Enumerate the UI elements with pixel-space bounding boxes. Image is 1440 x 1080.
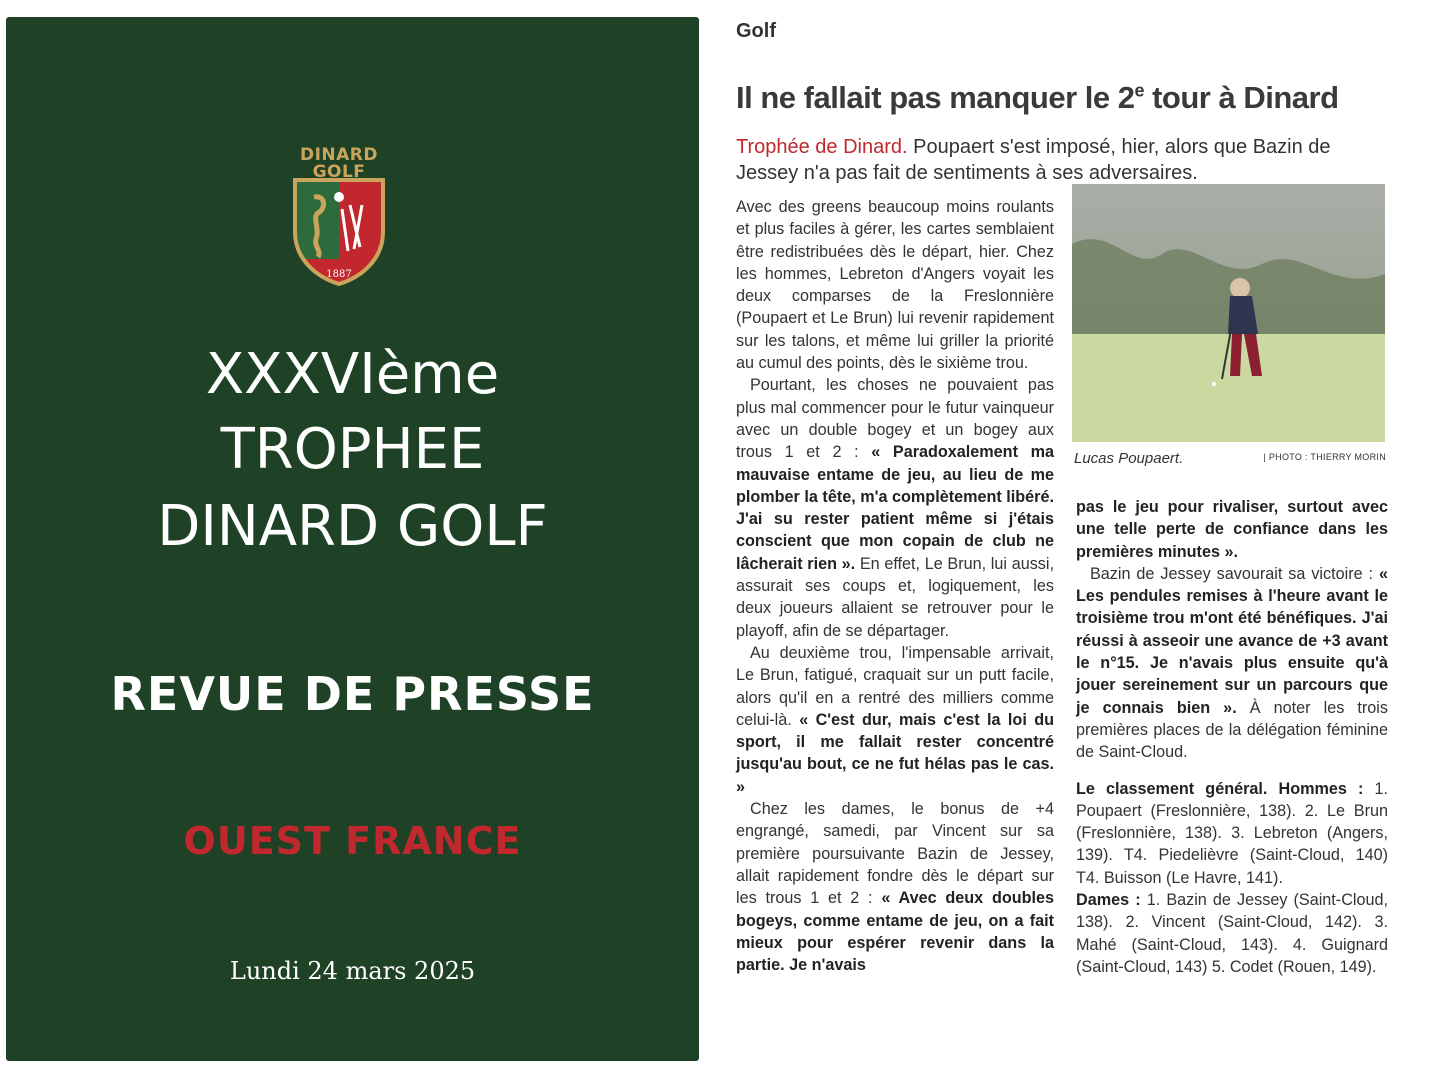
shield-icon — [292, 177, 386, 287]
title-line-3: DINARD GOLF — [157, 494, 548, 559]
photo-caption: Lucas Poupaert. | PHOTO : THIERRY MORIN — [1074, 450, 1386, 467]
article-column-2 — [1076, 496, 1388, 978]
quote: pas le jeu pour rivaliser, surtout avec une telle perte de confiance dans les premières minutes ». — [1076, 498, 1388, 561]
press-review-title: REVUE DE PRESSE — [110, 667, 595, 721]
golfer-photo — [1072, 184, 1385, 442]
quote: « Les pendules remises à l'heure avant le troisième trou m'ont été bénéfiques. J'ai réussi à asseoir une avance de +3 avant le n°15. Je n'avais plus ensuite qu'à jouer sereinement sur un parcours que je connais bien ». — [1076, 564, 1388, 717]
paragraph: Au deuxième trou, l'impensable arrivait, Le Brun, fatigué, craquait sur un putt facile, alors qu'il en a rentré des milliers comme celui-là. « C'est dur, mais c'est la loi du sport, il me fallait rester concentré jusqu'au bout, ce ne fut hélas pas le cas. » — [736, 643, 1055, 796]
headline-post: tour à Dinard — [1144, 80, 1339, 115]
section-label: Golf — [736, 20, 776, 42]
source-name: OUEST FRANCE — [183, 819, 522, 863]
quote: « Avec deux doubles bogeys, comme entame de jeu, on a fait mieux pour espérer revenir dans la partie. Je n'avais — [736, 889, 1055, 975]
results-men: Le classement général. Hommes : 1. Poupaert (Freslonnière, 138). 2. Le Brun (Freslonnière, 138). 3. Lebreton (Angers, 139). T4. Piedelièvre (Saint-Cloud, 140) T4. Buisson (Le Havre, 141). — [1076, 779, 1389, 887]
quote: « C'est dur, mais c'est la loi du sport, il me fallait rester concentré jusqu'au bout, ce ne fut hélas pas le cas. » — [736, 710, 1055, 796]
golfer-putting-image — [1072, 184, 1385, 442]
logo-line1: DINARD — [299, 145, 379, 165]
logo-year: 1887 — [326, 269, 352, 280]
paragraph: Pourtant, les choses ne pouvaient pas plus mal commencer pour le futur vainqueur avec un double bogey et un bogey aux trous 1 et 2 : « Paradoxalement ma mauvaise entame de jeu, au lieu de me plomber la tête, m'a complètement libéré. J'ai su rester patient même si j'étais conscient que mon copain de club ne lâcherait rien ». En effet, Le Brun, lui aussi, assurait ses coups et, logiquement, les deux joueurs allaient se retrouver pour le playoff, afin de se départager. — [736, 376, 1055, 640]
headline-pre: Il ne fallait pas manquer le 2 — [736, 80, 1135, 115]
lede-kicker: Trophée de Dinard. — [736, 136, 908, 158]
paragraph — [1076, 496, 1388, 563]
logo-line2: GOLF — [312, 162, 366, 182]
paragraph: Bazin de Jessey savourait sa victoire : « Les pendules remises à l'heure avant le troisième trou m'ont été bénéfiques. J'ai réussi à asseoir une avance de +3 avant le n°15. Je n'avais plus ensuite qu'à jouer sereinement sur un parcours que je connais bien ». À noter les trois premières places de la délégation féminine de Saint-Cloud. — [1076, 564, 1388, 762]
quote: « Paradoxalement ma mauvaise entame de jeu, au lieu de me plomber la tête, m'a complètement libéré. J'ai su rester patient même si j'étais conscient que mon copain de club ne lâcherait rien ». — [736, 443, 1055, 573]
lede — [736, 134, 1376, 186]
dinard-golf-logo — [284, 127, 394, 297]
paragraph: Chez les dames, le bonus de +4 engrangé, samedi, par Vincent sur sa première poursuivante Bazin de Jessey, allait rapidement fondre dès le départ sur les trous 1 et 2 : « Avec deux doubles bogeys, comme entame de jeu, on a fait mieux pour espérer revenir dans la partie. Je n'avais — [736, 800, 1055, 975]
title-line-1: XXXVIème — [205, 342, 500, 407]
cover-panel — [6, 17, 699, 1061]
paragraph: Avec des greens beaucoup moins roulants et plus faciles à gérer, les cartes semblaient être redistribuées dès le départ, hier. Chez les hommes, Lebreton d'Angers voyait les deux comparses de la Freslonnière (Poupaert et Le Brun) lui revenir rapidement sur les talons, et même lui griller la priorité au cumul des points, dès le sixième trou. — [736, 198, 1054, 373]
newspaper-clipping — [730, 16, 1395, 1066]
headline — [736, 80, 1396, 116]
photo-credit: | PHOTO : THIERRY MORIN — [1263, 452, 1386, 462]
headline-sup: e — [1134, 80, 1144, 101]
results-women: Dames : 1. Bazin de Jessey (Saint-Cloud, 138). 2. Vincent (Saint-Cloud, 142). 3. Mahé (Saint-Cloud, 143). 4. Guignard (Saint-Cloud, 143) 5. Codet (Rouen, 149). — [1076, 891, 1388, 976]
publication-date: Lundi 24 mars 2025 — [229, 957, 476, 985]
lede-text: Poupaert s'est imposé, hier, alors que Bazin de Jessey n'a pas fait de sentiments à ses adversaires. — [736, 136, 1331, 184]
title-line-2: TROPHEE — [220, 417, 485, 482]
article-column-1 — [736, 196, 1054, 976]
